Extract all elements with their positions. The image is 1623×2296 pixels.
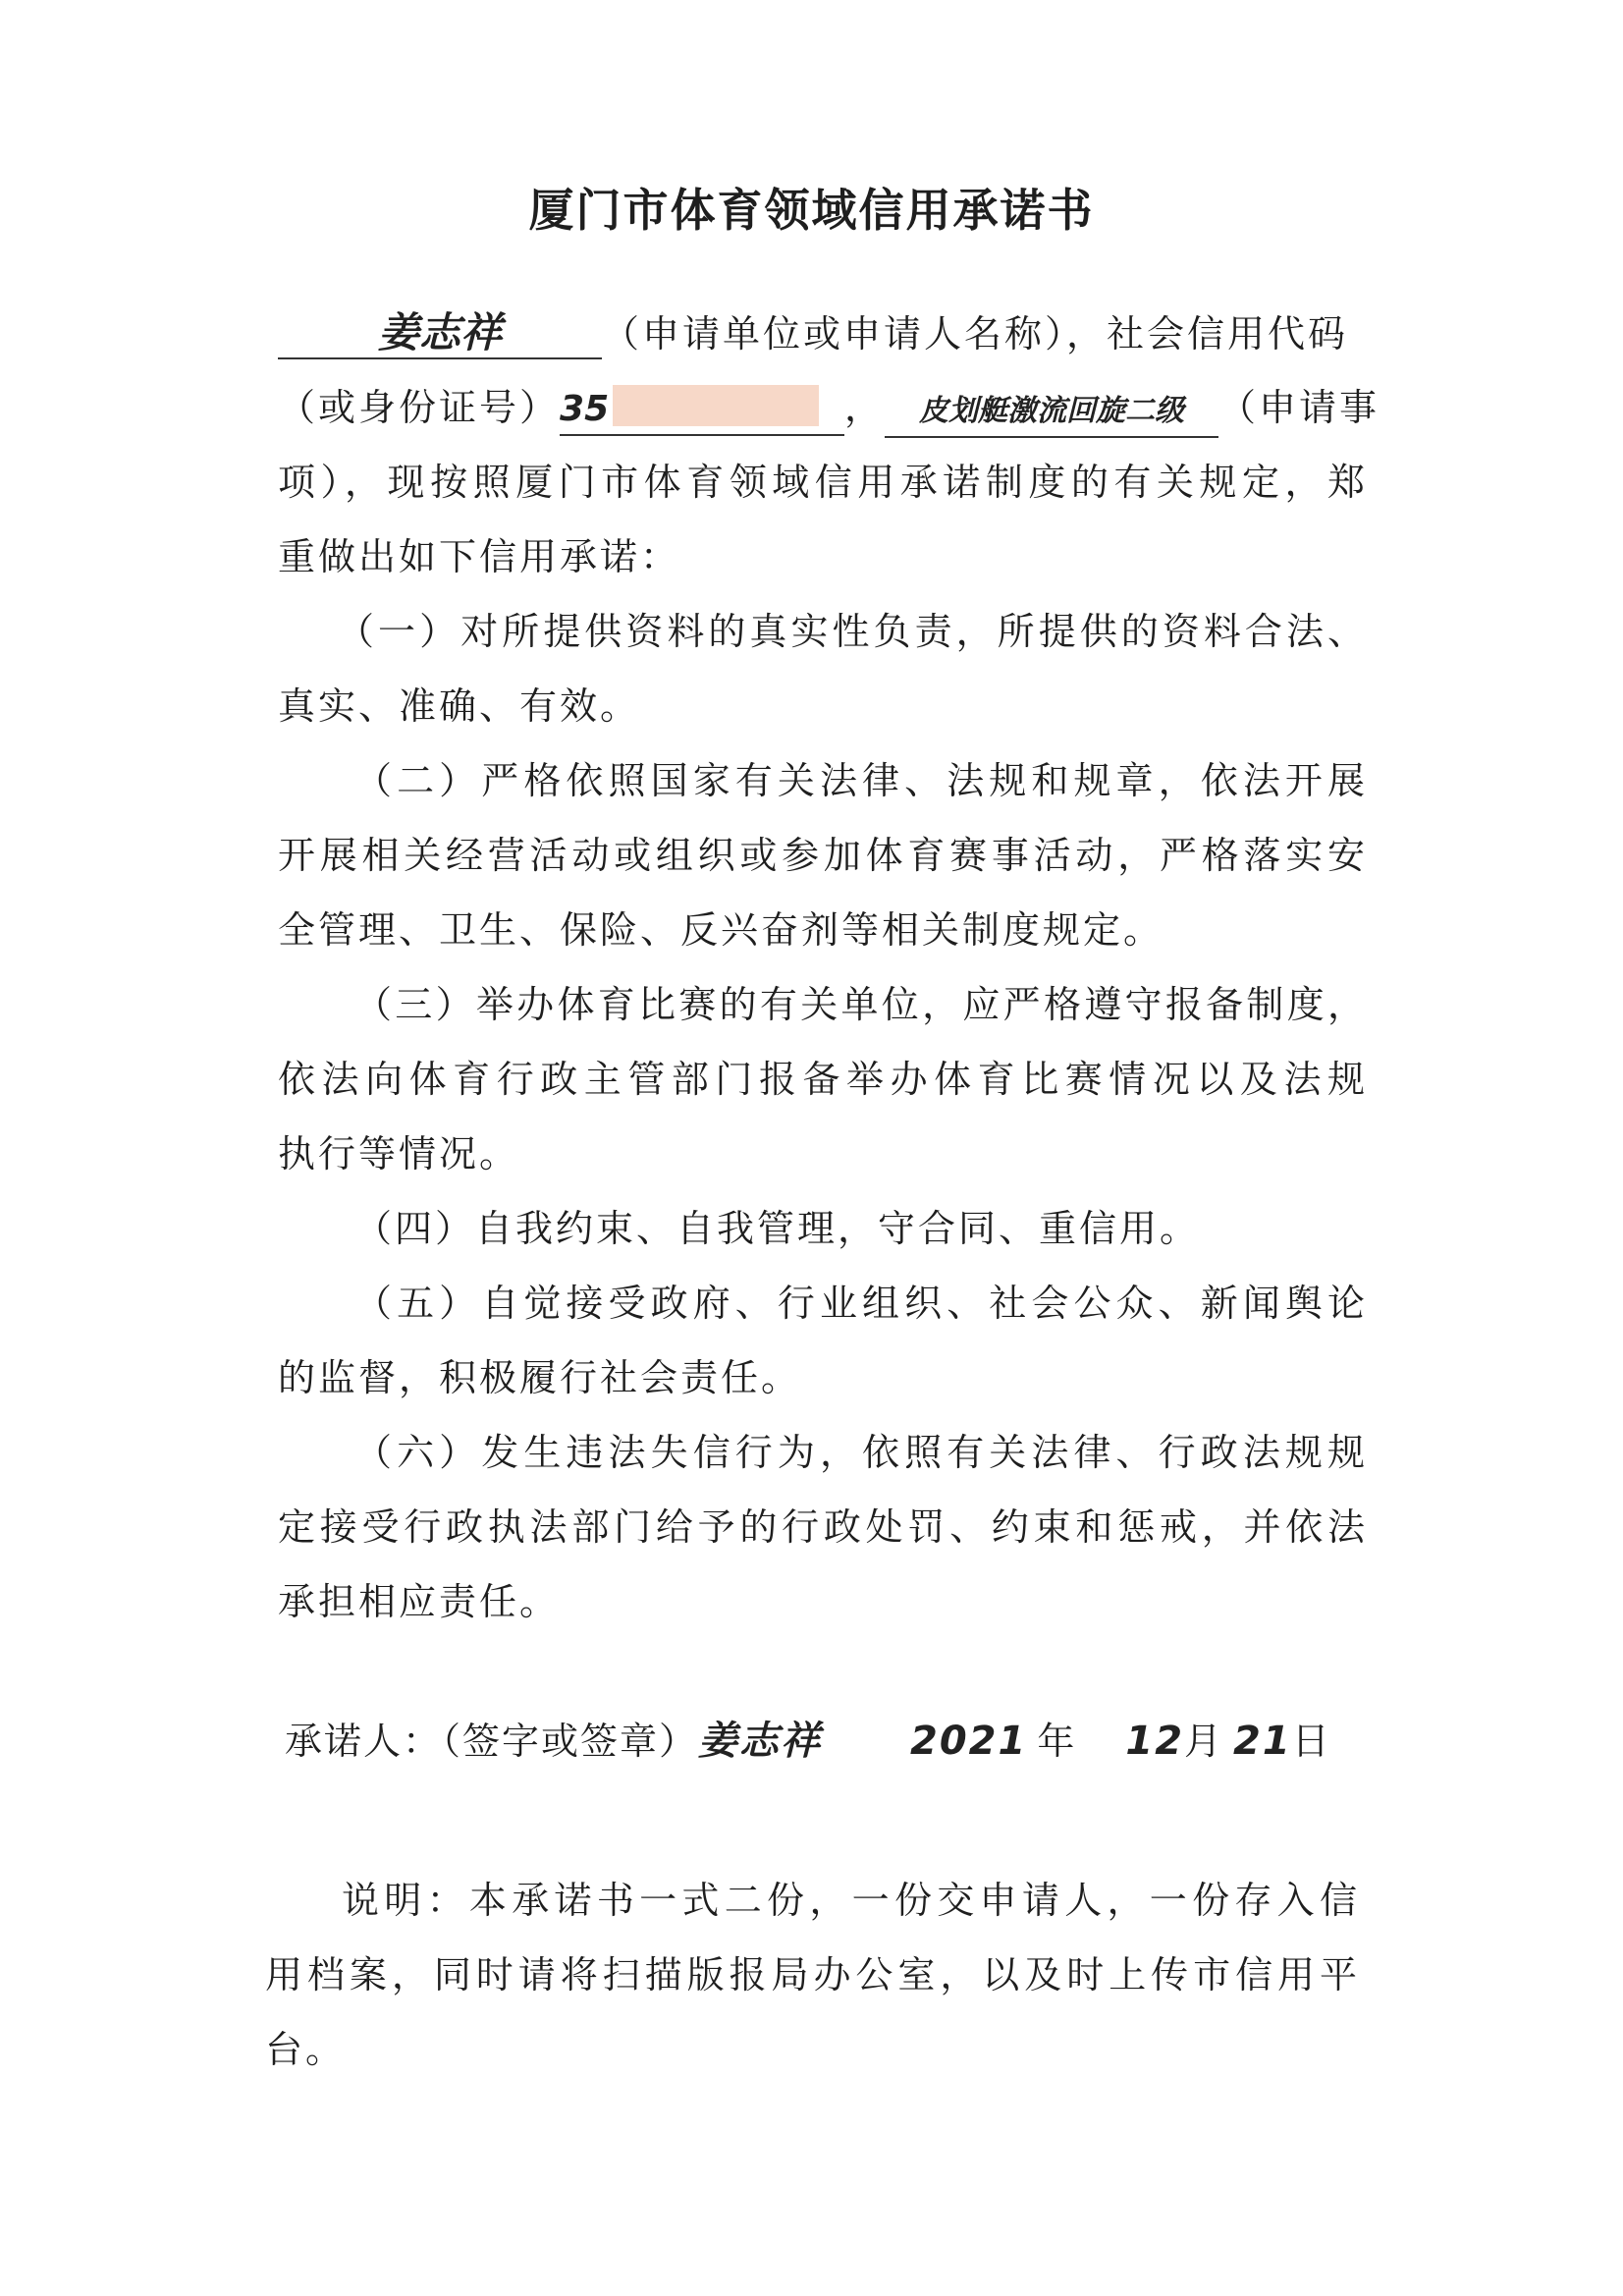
header-line-4: 重做出如下信用承诺： <box>278 535 681 578</box>
clause-3-line-2: 依法向体育行政主管部门报备举办体育比赛情况以及法规 <box>278 1058 1368 1101</box>
clause-3-line-1: （三）举办体育比赛的有关单位，应严格遵守报备制度， <box>354 983 1368 1026</box>
id-number-field <box>560 385 844 436</box>
clause-2-line-1: （二）严格依照国家有关法律、法规和规章，依法开展 <box>354 759 1368 802</box>
header-line-2 <box>278 383 1380 438</box>
signature-line <box>285 1717 1365 1766</box>
applicant-name: 姜志祥 <box>278 308 602 359</box>
id-separator: ， <box>844 386 886 429</box>
clause-6-line-3: 承担相应责任。 <box>278 1580 561 1623</box>
header-line-1 <box>278 308 1368 359</box>
header-line-3: 项），现按照厦门市体育领域信用承诺制度的有关规定，郑 <box>278 461 1368 504</box>
signature-name: 姜志祥 <box>698 1719 823 1764</box>
header-line-2-prefix: （或身份证号） <box>278 386 561 429</box>
clause-2-line-3: 全管理、卫生、保险、反兴奋剂等相关制度规定。 <box>278 908 1164 952</box>
id-number-visible: 35 <box>560 389 610 429</box>
signature-year-unit: 年 <box>1037 1720 1077 1763</box>
note-line-3: 台。 <box>265 2028 347 2071</box>
clause-3-line-3: 执行等情况。 <box>278 1132 520 1175</box>
redaction-block <box>613 385 819 426</box>
note-line-1: 说明：本承诺书一式二份，一份交申请人，一份存入信 <box>342 1879 1360 1922</box>
clause-4-line-1: （四）自我约束、自我管理，守合同、重信用。 <box>354 1207 1201 1250</box>
clause-6-line-1: （六）发生违法失信行为，依照有关法律、行政法规规 <box>354 1431 1368 1474</box>
document-title: 厦门市体育领域信用承诺书 <box>528 184 1095 237</box>
clause-6-line-2: 定接受行政执法部门给予的行政处罚、约束和惩戒，并依法 <box>278 1505 1368 1549</box>
clause-5-line-2: 的监督，积极履行社会责任。 <box>278 1356 802 1399</box>
clause-5-line-1: （五）自觉接受政府、行业组织、社会公众、新闻舆论 <box>354 1282 1368 1325</box>
signature-month-unit: 月 <box>1184 1720 1224 1763</box>
clause-1-line-1: （一）对所提供资料的真实性负责，所提供的资料合法、 <box>337 610 1368 653</box>
header-line-2-suffix: （申请事 <box>1218 386 1380 429</box>
signature-year: 2021 <box>910 1719 1028 1764</box>
application-item: 皮划艇激流回旋二级 <box>885 387 1218 438</box>
signature-day-unit: 日 <box>1291 1720 1331 1763</box>
signature-day: 21 <box>1233 1719 1292 1764</box>
signature-month: 12 <box>1125 1719 1185 1764</box>
note-line-2: 用档案，同时请将扫描版报局办公室，以及时上传市信用平 <box>265 1953 1360 1996</box>
header-line-1-text: （申请单位或申请人名称），社会信用代码 <box>602 312 1349 355</box>
clause-1-line-2: 真实、准确、有效。 <box>278 684 641 728</box>
signature-label: 承诺人：（签字或签章） <box>285 1720 699 1763</box>
clause-2-line-2: 开展相关经营活动或组织或参加体育赛事活动，严格落实安 <box>278 834 1368 877</box>
